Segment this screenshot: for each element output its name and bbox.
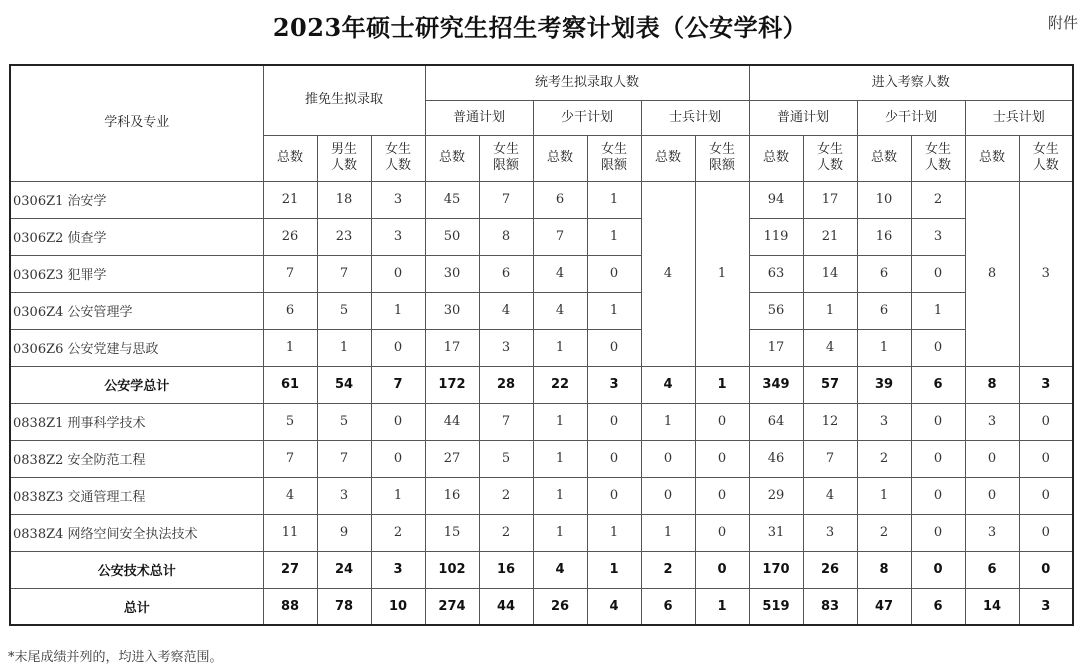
cell: 1 — [911, 292, 965, 329]
page-title: 2023年硕士研究生招生考察计划表（公安学科） — [272, 13, 808, 42]
cell: 1 — [533, 514, 587, 551]
cell: 3 — [803, 514, 857, 551]
cell: 5 — [479, 440, 533, 477]
header-interview-cadre: 少干计划 — [857, 100, 965, 135]
cell: 21 — [803, 218, 857, 255]
cell: 0 — [1019, 477, 1073, 514]
cell: 64 — [749, 403, 803, 440]
cell: 1 — [641, 403, 695, 440]
cell: 0 — [911, 255, 965, 292]
cell: 7 — [263, 440, 317, 477]
cell: 1 — [587, 292, 641, 329]
cell: 3 — [587, 366, 641, 403]
cell: 3 — [965, 403, 1019, 440]
cell: 17 — [803, 181, 857, 218]
cell: 0 — [587, 255, 641, 292]
cell: 14 — [965, 588, 1019, 625]
cell: 44 — [479, 588, 533, 625]
header-total: 总数 — [533, 135, 587, 181]
annex-label: 附件 — [1048, 14, 1079, 32]
cell: 3 — [1019, 588, 1073, 625]
header-female-quota: 女生 限额 — [479, 135, 533, 181]
cell: 1 — [803, 292, 857, 329]
cell: 349 — [749, 366, 803, 403]
cell: 1 — [857, 477, 911, 514]
cell: 39 — [857, 366, 911, 403]
cell: 14 — [803, 255, 857, 292]
cell: 170 — [749, 551, 803, 588]
cell: 4 — [803, 477, 857, 514]
cell: 2 — [641, 551, 695, 588]
cell: 3 — [371, 551, 425, 588]
cell: 4 — [479, 292, 533, 329]
header-recommended: 推免生拟录取 — [263, 65, 425, 135]
cell: 3 — [371, 181, 425, 218]
cell: 3 — [911, 218, 965, 255]
cell: 274 — [425, 588, 479, 625]
header-unified-soldier: 士兵计划 — [641, 100, 749, 135]
cell: 0 — [371, 440, 425, 477]
cell: 29 — [749, 477, 803, 514]
cell: 6 — [911, 588, 965, 625]
major-name: 0838Z4 网络空间安全执法技术 — [10, 514, 263, 551]
cell: 8 — [479, 218, 533, 255]
cell: 22 — [533, 366, 587, 403]
cell: 17 — [425, 329, 479, 366]
cell: 0 — [371, 255, 425, 292]
cell: 4 — [263, 477, 317, 514]
cell: 2 — [857, 514, 911, 551]
table-row — [10, 514, 1073, 551]
cell: 0 — [911, 440, 965, 477]
cell: 11 — [263, 514, 317, 551]
table-row — [10, 218, 1073, 255]
cell: 1 — [371, 477, 425, 514]
cell: 88 — [263, 588, 317, 625]
cell: 0 — [1019, 403, 1073, 440]
major-name: 0306Z3 犯罪学 — [10, 255, 263, 292]
major-name: 0306Z4 公安管理学 — [10, 292, 263, 329]
major-name: 0306Z1 治安学 — [10, 181, 263, 218]
cell: 63 — [749, 255, 803, 292]
cell: 0 — [695, 477, 749, 514]
cell: 10 — [371, 588, 425, 625]
cell: 6 — [479, 255, 533, 292]
major-name: 0838Z3 交通管理工程 — [10, 477, 263, 514]
cell: 0 — [587, 329, 641, 366]
cell: 1 — [533, 329, 587, 366]
cell: 6 — [857, 255, 911, 292]
merged-interview-soldier-total: 8 — [965, 181, 1019, 366]
cell: 3 — [965, 514, 1019, 551]
header-unified-cadre: 少干计划 — [533, 100, 641, 135]
cell: 57 — [803, 366, 857, 403]
major-name: 0306Z2 侦查学 — [10, 218, 263, 255]
header-interview: 进入考察人数 — [749, 65, 1073, 100]
cell: 7 — [533, 218, 587, 255]
cell: 44 — [425, 403, 479, 440]
table-row — [10, 403, 1073, 440]
cell: 0 — [641, 477, 695, 514]
cell: 2 — [857, 440, 911, 477]
cell: 2 — [371, 514, 425, 551]
subtotal-row-public-security — [10, 366, 1073, 403]
major-name: 0306Z6 公安党建与思政 — [10, 329, 263, 366]
cell: 1 — [533, 403, 587, 440]
header-interview-regular: 普通计划 — [749, 100, 857, 135]
cell: 1 — [695, 366, 749, 403]
cell: 3 — [317, 477, 371, 514]
cell: 6 — [533, 181, 587, 218]
cell: 16 — [479, 551, 533, 588]
cell: 1 — [263, 329, 317, 366]
subtotal-label: 公安技术总计 — [10, 551, 263, 588]
cell: 7 — [371, 366, 425, 403]
cell: 6 — [263, 292, 317, 329]
cell: 1 — [857, 329, 911, 366]
cell: 1 — [371, 292, 425, 329]
cell: 24 — [317, 551, 371, 588]
major-name: 0838Z1 刑事科学技术 — [10, 403, 263, 440]
cell: 61 — [263, 366, 317, 403]
cell: 3 — [479, 329, 533, 366]
cell: 54 — [317, 366, 371, 403]
cell: 0 — [587, 403, 641, 440]
header-unified: 统考生拟录取人数 — [425, 65, 749, 100]
cell: 83 — [803, 588, 857, 625]
subtotal-row-public-security-tech — [10, 551, 1073, 588]
cell: 0 — [911, 551, 965, 588]
cell: 1 — [587, 181, 641, 218]
cell: 1 — [587, 514, 641, 551]
cell: 26 — [803, 551, 857, 588]
header-total: 总数 — [425, 135, 479, 181]
enrollment-plan-table — [9, 64, 1074, 626]
header-female-quota: 女生 限额 — [587, 135, 641, 181]
cell: 26 — [533, 588, 587, 625]
cell: 18 — [317, 181, 371, 218]
header-total: 总数 — [857, 135, 911, 181]
cell: 3 — [1019, 366, 1073, 403]
cell: 26 — [263, 218, 317, 255]
cell: 4 — [803, 329, 857, 366]
cell: 17 — [749, 329, 803, 366]
cell: 7 — [479, 403, 533, 440]
cell: 0 — [965, 477, 1019, 514]
cell: 5 — [317, 403, 371, 440]
cell: 172 — [425, 366, 479, 403]
cell: 7 — [317, 440, 371, 477]
cell: 94 — [749, 181, 803, 218]
cell: 47 — [857, 588, 911, 625]
cell: 0 — [371, 329, 425, 366]
cell: 4 — [533, 292, 587, 329]
header-interview-soldier: 士兵计划 — [965, 100, 1073, 135]
header-female: 女生 人数 — [911, 135, 965, 181]
header-total: 总数 — [263, 135, 317, 181]
cell: 0 — [695, 514, 749, 551]
table-row — [10, 255, 1073, 292]
cell: 1 — [317, 329, 371, 366]
merged-interview-soldier-female: 3 — [1019, 181, 1073, 366]
cell: 0 — [695, 551, 749, 588]
cell: 7 — [803, 440, 857, 477]
cell: 7 — [317, 255, 371, 292]
cell: 6 — [641, 588, 695, 625]
cell: 21 — [263, 181, 317, 218]
cell: 23 — [317, 218, 371, 255]
cell: 8 — [857, 551, 911, 588]
header-female: 女生 人数 — [371, 135, 425, 181]
table-row — [10, 181, 1073, 218]
cell: 8 — [965, 366, 1019, 403]
cell: 0 — [695, 403, 749, 440]
cell: 6 — [965, 551, 1019, 588]
cell: 1 — [587, 218, 641, 255]
cell: 519 — [749, 588, 803, 625]
cell: 0 — [911, 403, 965, 440]
cell: 9 — [317, 514, 371, 551]
header-female-quota: 女生 限额 — [695, 135, 749, 181]
cell: 1 — [533, 477, 587, 514]
cell: 5 — [263, 403, 317, 440]
cell: 31 — [749, 514, 803, 551]
header-total: 总数 — [965, 135, 1019, 181]
cell: 50 — [425, 218, 479, 255]
header-female: 女生 人数 — [1019, 135, 1073, 181]
table-row — [10, 292, 1073, 329]
cell: 16 — [425, 477, 479, 514]
cell: 4 — [533, 551, 587, 588]
cell: 16 — [857, 218, 911, 255]
cell: 12 — [803, 403, 857, 440]
header-total: 总数 — [749, 135, 803, 181]
header-male: 男生 人数 — [317, 135, 371, 181]
cell: 1 — [533, 440, 587, 477]
cell: 3 — [857, 403, 911, 440]
cell: 2 — [479, 477, 533, 514]
cell: 15 — [425, 514, 479, 551]
cell: 1 — [587, 551, 641, 588]
grand-total-label: 总计 — [10, 588, 263, 625]
header-female: 女生 人数 — [803, 135, 857, 181]
cell: 0 — [911, 477, 965, 514]
cell: 0 — [587, 477, 641, 514]
cell: 1 — [641, 514, 695, 551]
cell: 0 — [911, 514, 965, 551]
cell: 6 — [857, 292, 911, 329]
cell: 119 — [749, 218, 803, 255]
footnote: *末尾成绩并列的，均进入考察范围。 — [8, 650, 223, 665]
table-row — [10, 477, 1073, 514]
cell: 0 — [1019, 514, 1073, 551]
cell: 30 — [425, 255, 479, 292]
cell: 6 — [911, 366, 965, 403]
cell: 3 — [371, 218, 425, 255]
header-unified-regular: 普通计划 — [425, 100, 533, 135]
cell: 0 — [371, 403, 425, 440]
cell: 7 — [479, 181, 533, 218]
cell: 27 — [425, 440, 479, 477]
cell: 78 — [317, 588, 371, 625]
cell: 27 — [263, 551, 317, 588]
cell: 7 — [263, 255, 317, 292]
cell: 4 — [641, 366, 695, 403]
grand-total-row — [10, 588, 1073, 625]
cell: 45 — [425, 181, 479, 218]
major-name: 0838Z2 安全防范工程 — [10, 440, 263, 477]
subtotal-label: 公安学总计 — [10, 366, 263, 403]
cell: 0 — [587, 440, 641, 477]
cell: 0 — [1019, 551, 1073, 588]
header-subject: 学科及专业 — [10, 65, 263, 181]
table-row — [10, 440, 1073, 477]
merged-soldier-female: 1 — [695, 181, 749, 366]
table-row — [10, 329, 1073, 366]
cell: 4 — [587, 588, 641, 625]
header-total: 总数 — [641, 135, 695, 181]
cell: 10 — [857, 181, 911, 218]
cell: 4 — [533, 255, 587, 292]
cell: 30 — [425, 292, 479, 329]
cell: 102 — [425, 551, 479, 588]
cell: 2 — [911, 181, 965, 218]
cell: 2 — [479, 514, 533, 551]
cell: 28 — [479, 366, 533, 403]
cell: 5 — [317, 292, 371, 329]
cell: 0 — [641, 440, 695, 477]
cell: 0 — [911, 329, 965, 366]
cell: 46 — [749, 440, 803, 477]
cell: 0 — [1019, 440, 1073, 477]
cell: 56 — [749, 292, 803, 329]
cell: 1 — [695, 588, 749, 625]
cell: 0 — [965, 440, 1019, 477]
merged-soldier-total: 4 — [641, 181, 695, 366]
cell: 0 — [695, 440, 749, 477]
